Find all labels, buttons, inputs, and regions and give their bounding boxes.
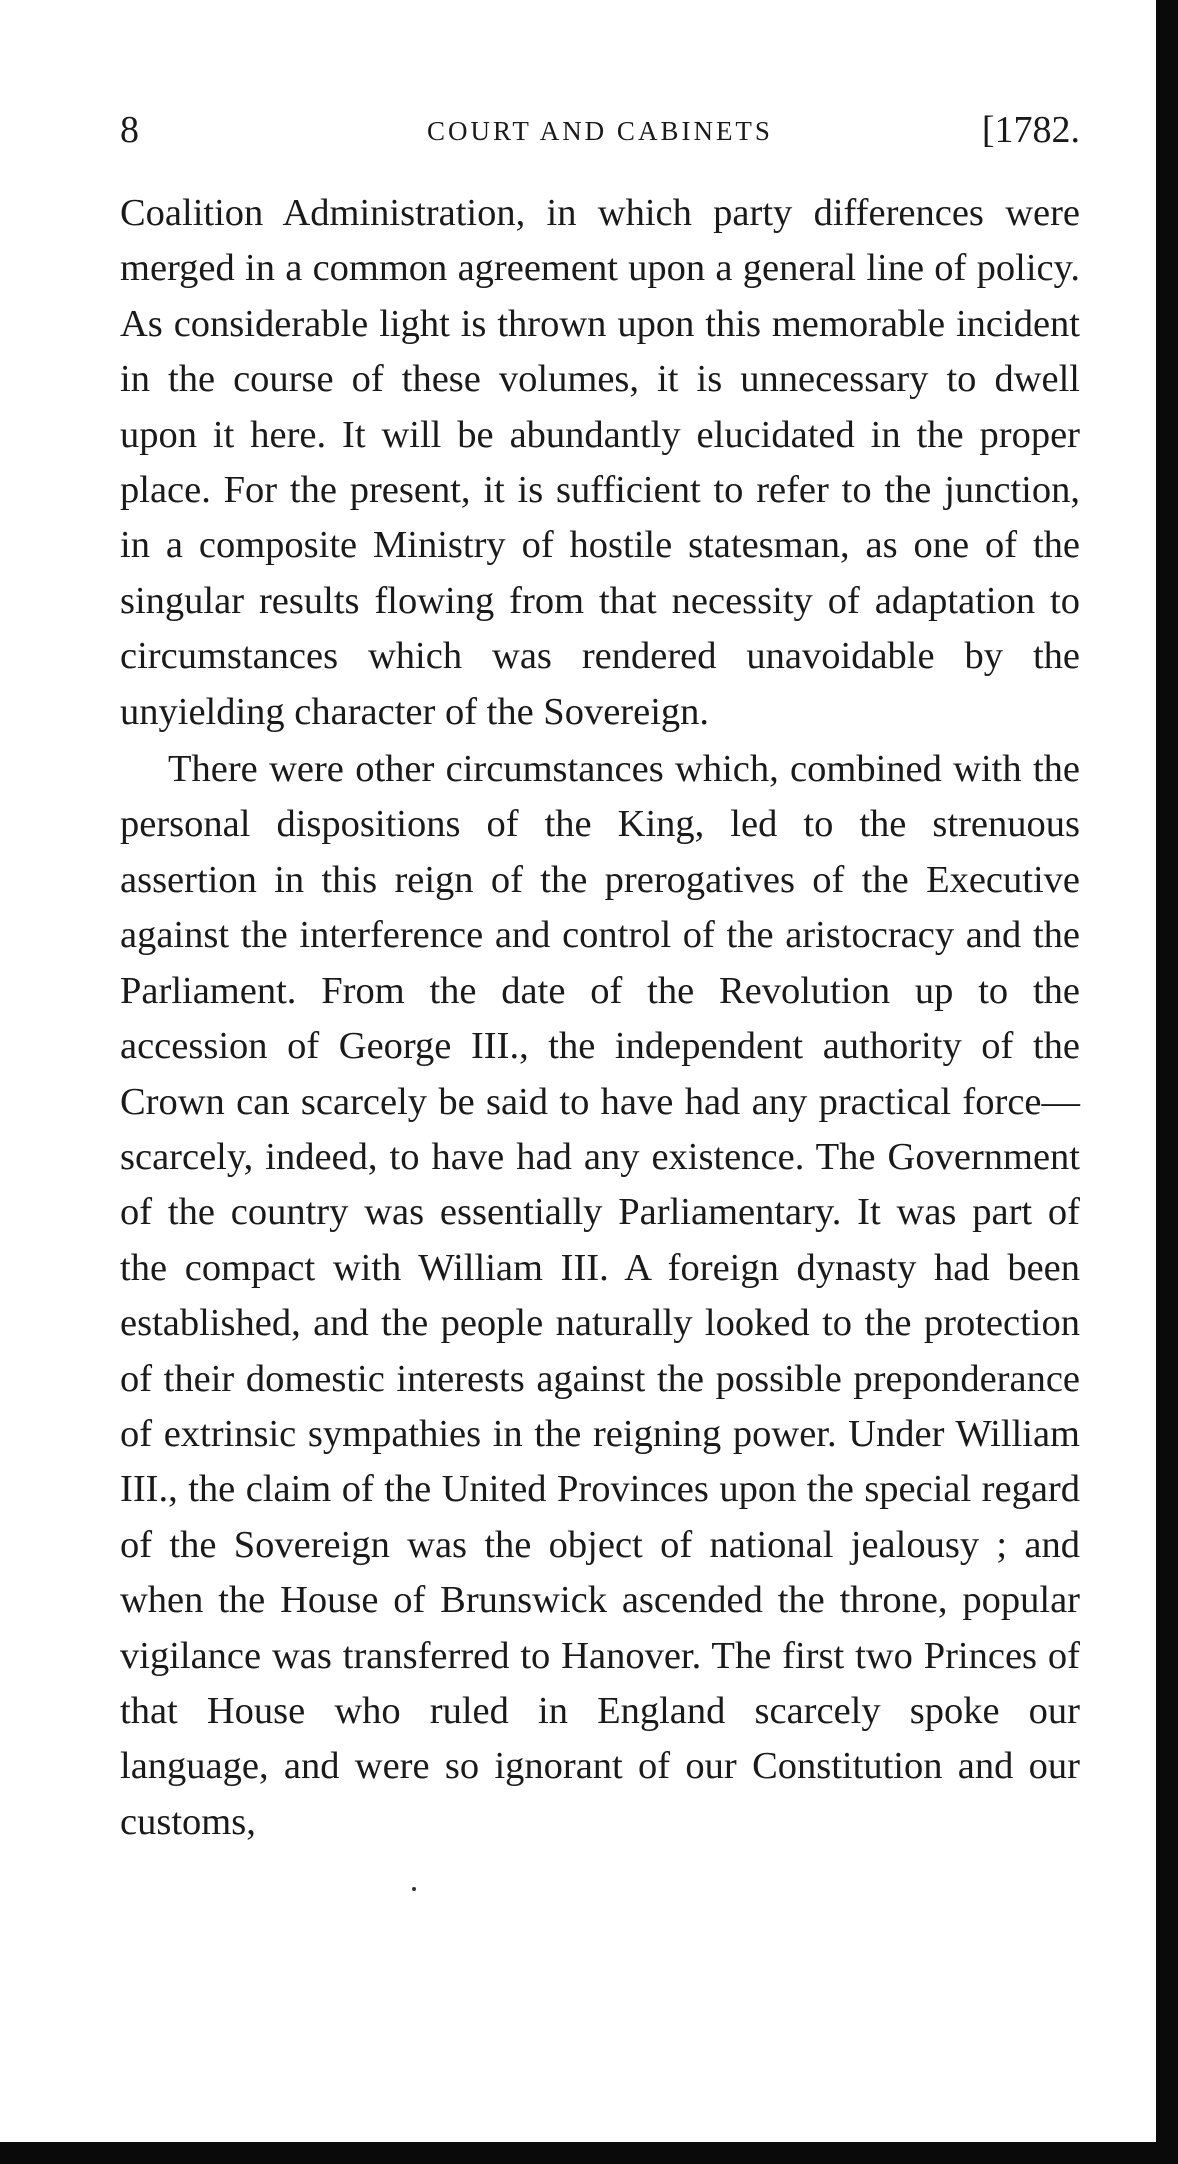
paragraph-2: There were other circumstances which, combined with the personal dispositions of the King, led to the strenuous assertion in this reign of the prerogatives of the Executive against the interference and control of the aristocracy and the Parliament. From the date of the Revolution up to the accession of George III., the independent authority of the Crown can scarcely be said to have had any practical force—scarcely, indeed, to have had any existence. The Government of the country was essentially Parliamentary. It was part of the compact with William III. A foreign dynasty had been established, and the people naturally looked to the protection of their domestic interests against the possible preponderance of extrinsic sympathies in the reigning power. Under William III., the claim of the United Provinces upon the special regard of the Sovereign was the object of national jealousy ; and when the House of Brunswick ascended the throne, popular vigilance was transferred to Hanover. The first two Princes of that House who ruled in England scarcely spoke our language, and were so ignorant of our Constitution and our customs, [120,748,1080,1843]
page-right-edge-shadow [1156,0,1178,2164]
page-number: 8 [120,109,139,151]
paragraph-1: Coalition Administration, in which party differences were merged in a common agreement upon a general line of policy. As considerable light is thrown upon this memorable incident in the course of these volumes, it is unnecessary to dwell upon it here. It will be abundantly elucidated in the proper place. For the present, it is sufficient to refer to the junction, in a composite Ministry of hostile statesman, as one of the singular results flowing from that necessity of adaptation to circumstances which was rendered unavoidable by the unyielding character of the Sovereign. [120,192,1080,733]
running-head [120,108,1080,158]
ink-speck-mark [412,1887,416,1891]
body-text [120,186,1080,1850]
running-title: COURT AND CABINETS [427,116,773,146]
running-head-year: [1782. [981,109,1080,151]
page-bottom-edge-shadow [0,2142,1178,2164]
